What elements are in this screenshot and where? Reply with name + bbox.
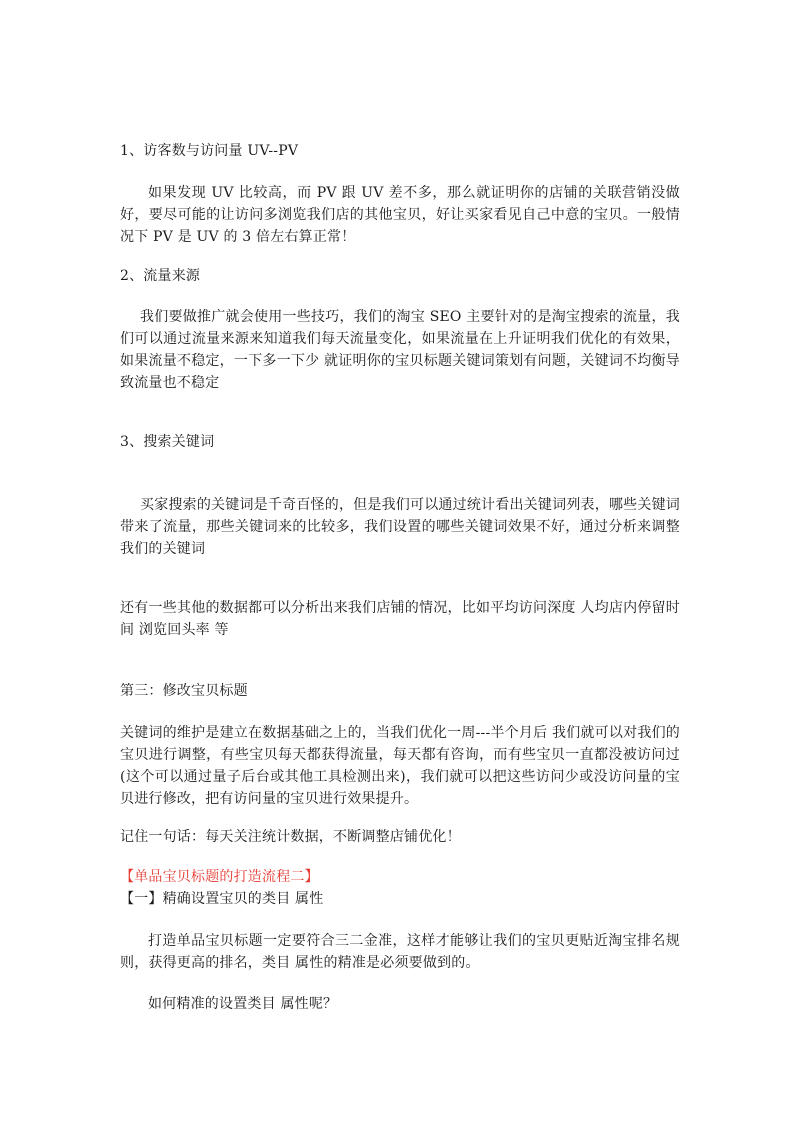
remember-line: 记住一句话：每天关注统计数据，不断调整店铺优化！ (120, 829, 461, 845)
section-2-heading: 2、流量来源 (120, 268, 201, 284)
part-3-paragraph: 关键词的维护是建立在数据基础之上的，当我们优化一周---半个月后 我们就可以对我们的宝贝进行调整，有些宝贝每天都获得流量，每天都有咨询，而有些宝贝一直都没被访问过(这个可以通过量子后台或其他工具检测出来)，我们就可以把这些访问少或没访问量的宝贝进行修改，把有访问量的宝贝进行效果提升。 (120, 725, 680, 807)
section-2-paragraph: 我们要做推广就会使用一些技巧，我们的淘宝 SEO 主要针对的是淘宝搜索的流量，我们可以通过流量来源来知道我们每天流量变化，如果流量在上升证明我们优化的有效果，如果流量不稳定，一下多一下少 就证明你的宝贝标题关键词策划有问题，关键词不均衡导致流量也不稳定 (120, 309, 680, 391)
other-data-paragraph: 还有一些其他的数据都可以分析出来我们店铺的情况，比如平均访问深度 人均店内停留时间 浏览回头率 等 (120, 600, 680, 638)
red-section-heading: 【单品宝贝标题的打造流程二】 (120, 869, 319, 885)
section-3-heading: 3、搜索关键词 (120, 434, 215, 450)
step-1-heading: 【一】精确设置宝贝的类目 属性 (120, 891, 324, 907)
section-1-paragraph: 如果发现 UV 比较高，而 PV 跟 UV 差不多，那么就证明你的店铺的关联营销没做好，要尽可能的让访问多浏览我们店的其他宝贝，好让买家看见自己中意的宝贝。一般情况下 PV 是 UV 的 3 倍左右算正常！ (120, 185, 680, 245)
part-3-heading: 第三：修改宝贝标题 (120, 683, 248, 699)
section-3-paragraph: 买家搜索的关键词是千奇百怪的，但是我们可以通过统计看出关键词列表，哪些关键词带来了流量，那些关键词来的比较多，我们设置的哪些关键词效果不好，通过分析来调整我们的关键词 (120, 497, 680, 557)
question-line: 如何精准的设置类目 属性呢？ (148, 996, 338, 1012)
section-1-heading: 1、访客数与访问量 UV--PV (120, 143, 299, 159)
step-1-paragraph: 打造单品宝贝标题一定要符合三二金准，这样才能够让我们的宝贝更贴近淘宝排名规则，获得更高的排名，类目 属性的精准是必须要做到的。 (120, 933, 680, 971)
